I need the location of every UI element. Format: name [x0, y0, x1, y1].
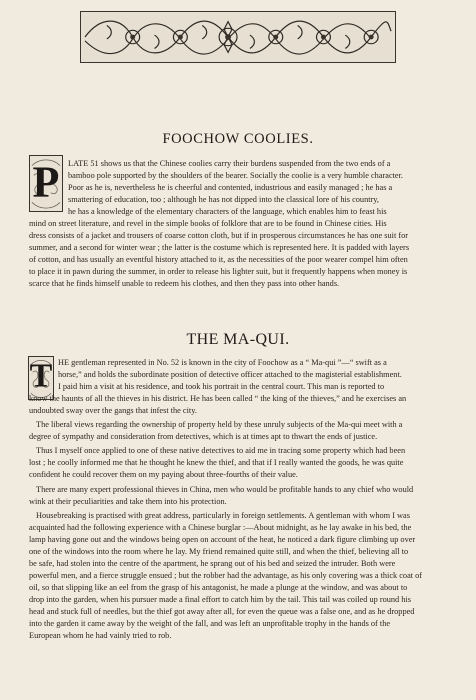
text-line: degree of sympathy and consideration from detectives, which is at times apt to thwart the ends of justice. [29, 432, 378, 441]
text-line: of cotton, and has usually an eventful history attached to it, as the necessities of the poor wearer compel him often [29, 255, 408, 264]
text-line: HE gentleman represented in No. 52 is known in the city of Foochow as a “ Ma-qui ”—“ swift as a [58, 358, 387, 367]
text-line: undoubted sway over the gangs that infest the city. [29, 406, 197, 415]
text-line: Thus I myself once applied to one of these native detectives to aid me in tracing some property which had been [36, 446, 406, 455]
section-title-ma-qui: THE MA-QUI. [186, 331, 290, 348]
drop-cap-letter: P [32, 156, 60, 206]
text-line: he has a knowledge of the elementary characters of the language, which enables him to feast his [68, 207, 387, 216]
drop-cap-p [29, 155, 63, 212]
text-line: confident he could recover them on my paying about three-fourths of their value. [29, 470, 298, 479]
text-line: into the garden it came away by the weight of the fall, and was left an unprofitable trophy in the hands of the [29, 619, 391, 628]
text-line: oil, so that slipping like an eel from the grasp of his antagonist, he made a plunge at the window, and was about to [29, 583, 408, 592]
text-line: wink at their peculiarities and take them into his protection. [29, 497, 227, 506]
text-line: The liberal views regarding the ownership of property held by these unruly subjects of the Ma-qui meet with a [36, 420, 403, 429]
floral-headpiece-icon [80, 11, 396, 63]
text-line: horse,” and holds the subordinate position of detective officer attached to the magisterial establishment. [58, 370, 402, 379]
text-line: be safe, had stolen into the centre of the apartment, he sprang out of his bed and seized the intruder. Both were [29, 559, 396, 568]
text-line: dress consists of a jacket and trousers of coarse cotton cloth, but if in prosperous circumstances he has one suit for [29, 231, 409, 240]
text-line: smattering of education, too ; although he has not dipped into the classical lore of his country, [68, 195, 379, 204]
text-line: mind on street literature, and revel in the simple books of folklore that are to be found in Chinese cities. His [29, 219, 387, 228]
text-line: There are many expert professional thieves in China, men who would be profitable hands to any chief who would [36, 485, 414, 494]
text-line: lamp having gone out and the windows being open on account of the heat, he noticed a dark figure climbing up over [29, 535, 416, 544]
drop-cap-letter: T [29, 357, 53, 395]
text-line: Housebreaking is practised with great address, particularly in foreign settlements. A gentleman with whom I was [36, 511, 410, 520]
text-line: bamboo pole supported by the shoulders of the bearer. Socially the coolie is a very humble character. [68, 171, 403, 180]
text-line: drop into the garden, when his pursuer made a final effort to catch him by the tail. This tail was coiled up round his [29, 595, 411, 604]
text-line: lost ; he coolly informed me that he thought he knew the thief, and that if I really wanted the goods, he was quite [29, 458, 404, 467]
text-line: European whom he had vainly tried to rob. [29, 631, 172, 640]
text-line: powerful men, and a fierce struggle ensued ; but the robber had the advantage, as his only covering was a thick coat of [29, 571, 423, 580]
text-line: I paid him a visit at his residence, and took his portrait in the central court. This man is reported to [58, 382, 385, 391]
text-line: know the haunts of all the thieves in his district. He has been called “ the king of the thieves,” and he exercises an [29, 394, 407, 403]
section-title-foochow-coolies: FOOCHOW COOLIES. [162, 131, 314, 147]
text-line: head and stuck full of needles, but the thief got away after all, for even the queue was a false one, and as he dropped [29, 607, 415, 616]
text-line: acquainted had the following experience with a Chinese burglar :—About midnight, as he lay awake in his bed, the [29, 523, 412, 532]
text-line: summer, and a second for winter wear ; the latter is the costume which is represented here. It is padded with layers [29, 243, 410, 252]
text-line: one of the windows into the room where he lay. My friend remained quite still, and when the thief, believing all to [29, 547, 409, 556]
text-line: LATE 51 shows us that the Chinese coolies carry their burdens suspended from the two ends of a [68, 159, 391, 168]
text-line: Poor as he is, nevertheless he is cheerful and contented, industrious and easily managed ; he has a [68, 183, 393, 192]
text-line: scarce that he finds himself unable to redeem his clothes, and then they pass into other hands. [29, 279, 340, 288]
text-line: to place it in pawn during the summer, in order to release his lighter suit, but it frequently happens when money is [29, 267, 408, 276]
